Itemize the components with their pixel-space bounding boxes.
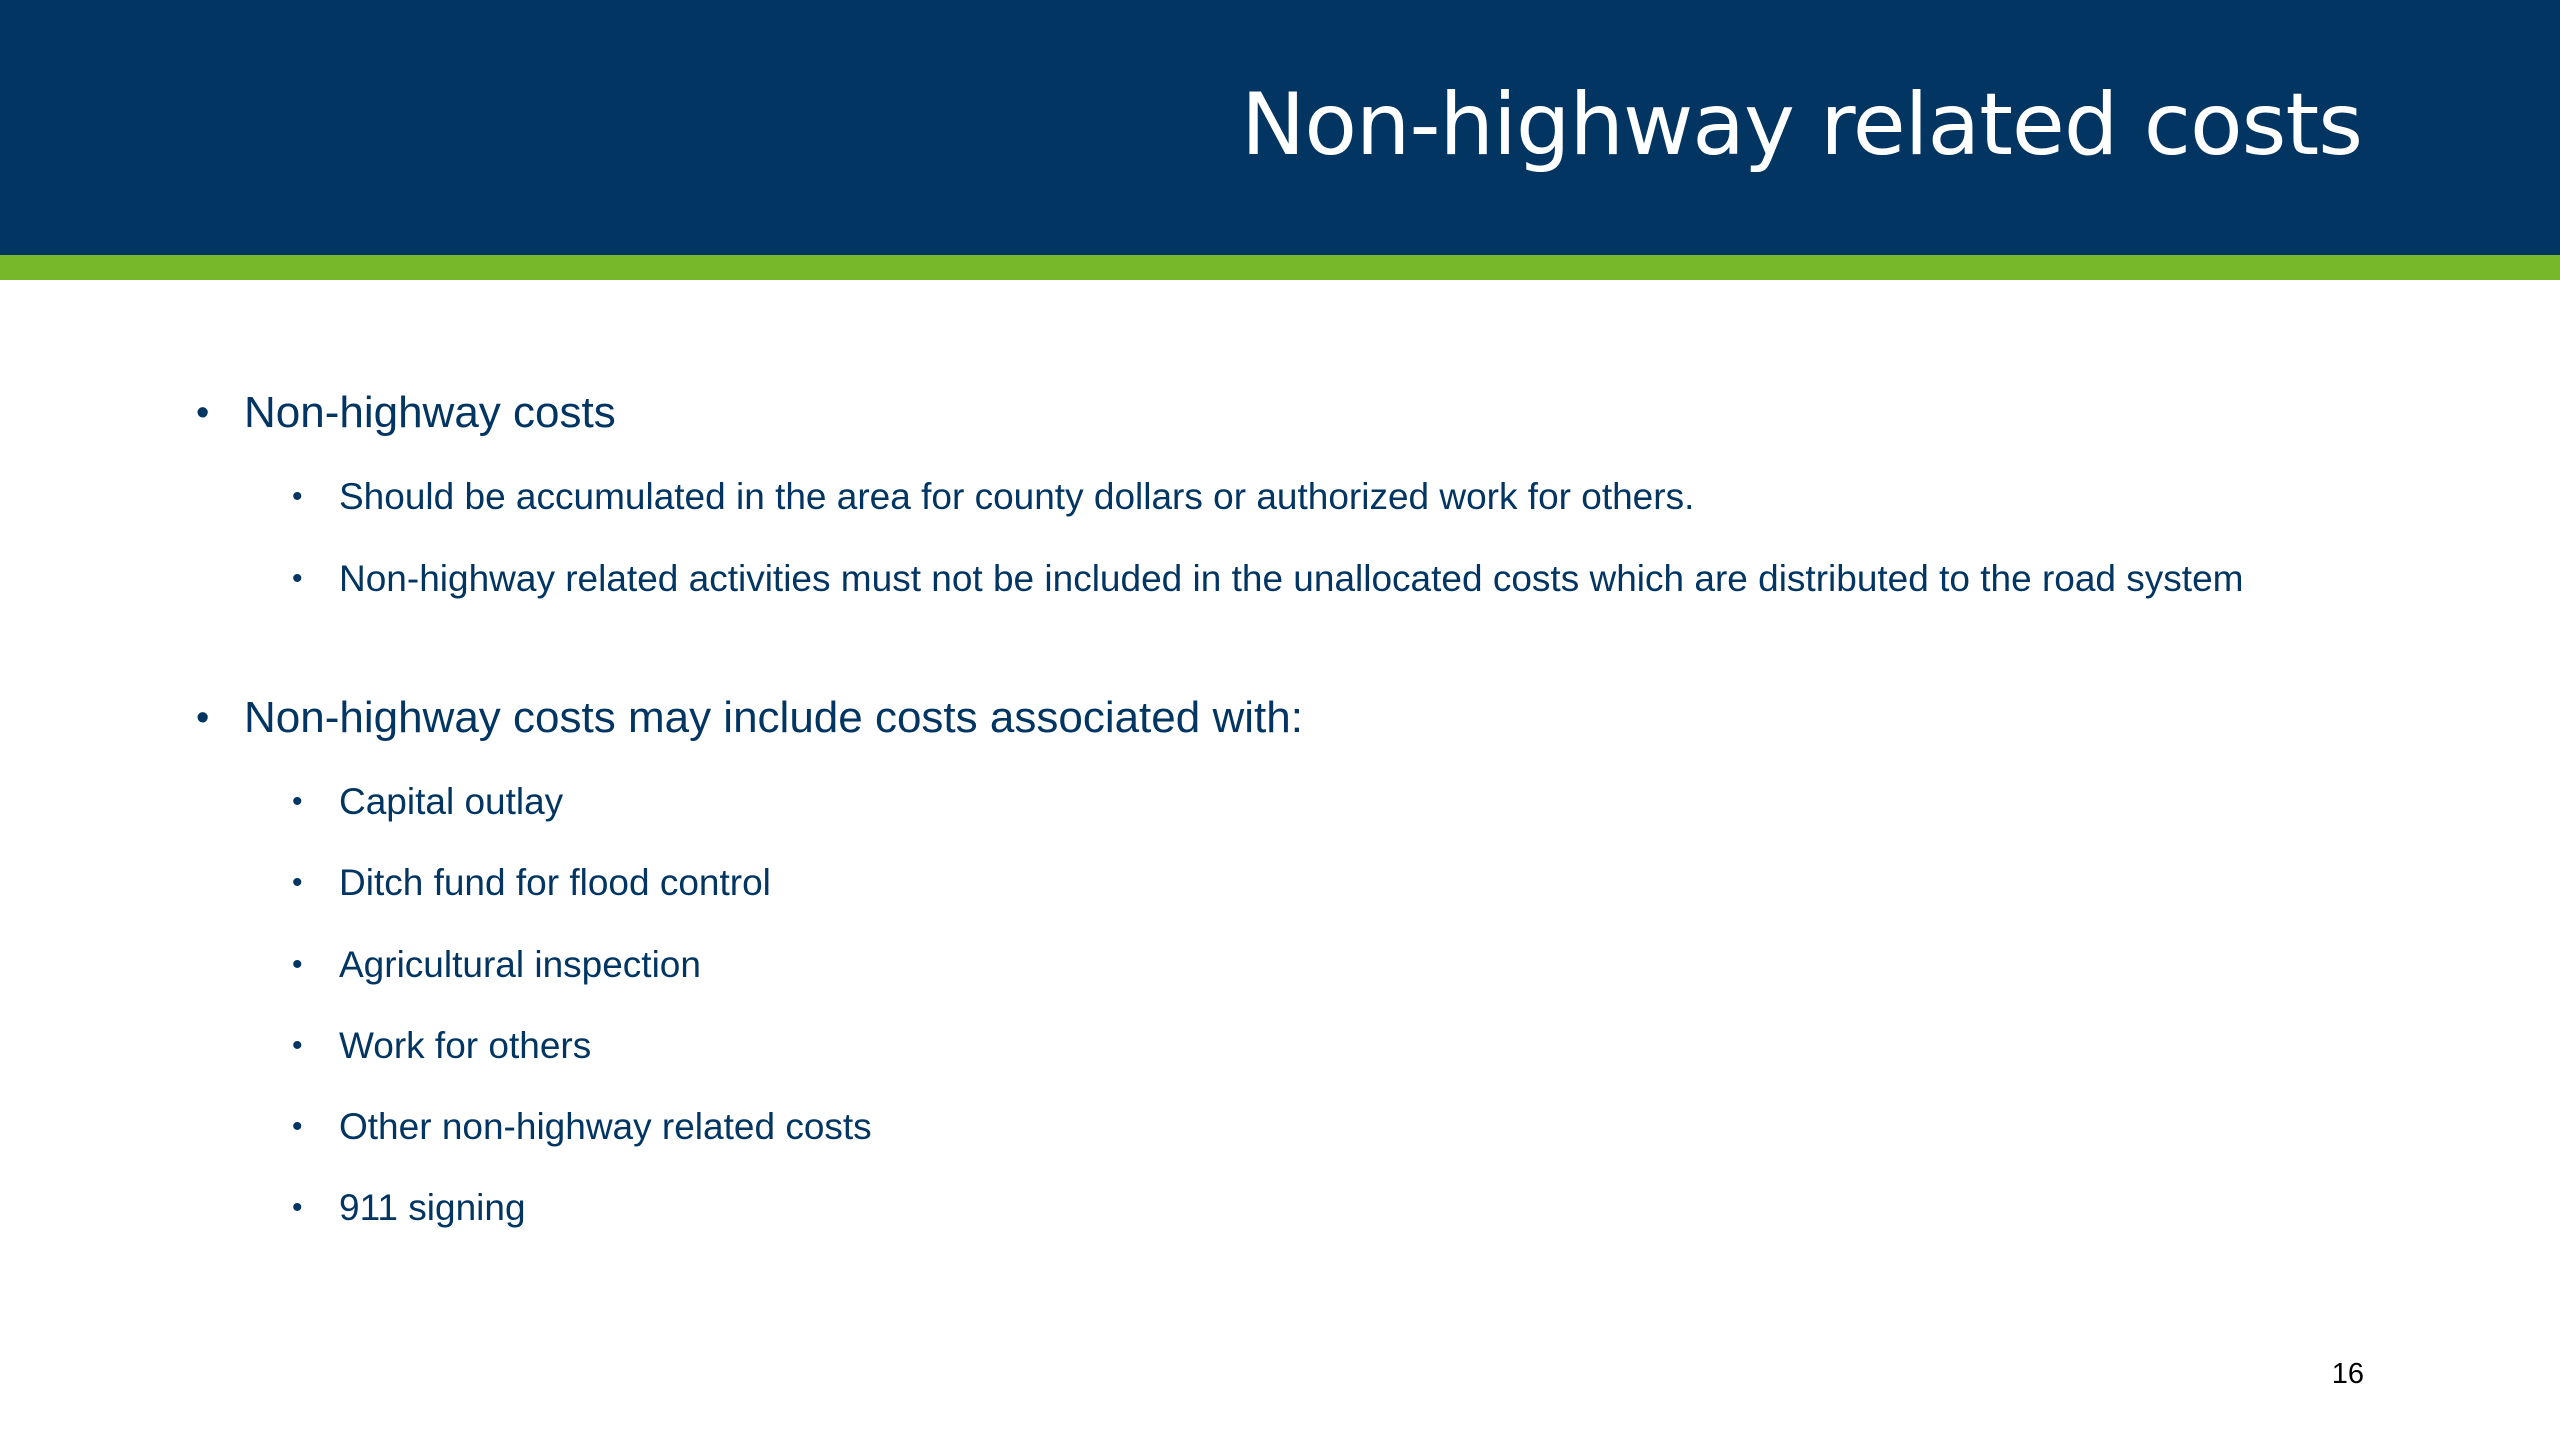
bullet-dot-icon: • (292, 562, 303, 595)
sub-bullet-item (292, 558, 2252, 600)
bullet-dot-icon: • (292, 480, 303, 513)
sub-bullet-item (292, 1106, 2252, 1148)
sub-bullet-item (292, 944, 2252, 986)
sub-bullet-text: Non-highway related activities must not be included in the unallocated costs which are distributed to the road system (339, 558, 2244, 599)
bullet-dot-icon: • (196, 697, 210, 739)
bullet-dot-icon: • (292, 948, 303, 981)
bullet-dot-icon: • (196, 392, 210, 434)
sub-bullet-text: Capital outlay (339, 781, 564, 822)
bullet-text: Non-highway costs (244, 388, 616, 437)
sub-bullet-item (292, 1025, 2252, 1067)
bullet-dot-icon: • (292, 866, 303, 899)
sub-bullet-text: Other non-highway related costs (339, 1106, 872, 1147)
bullet-dot-icon: • (292, 1110, 303, 1143)
bullet-item (196, 690, 1303, 746)
sub-bullet-text: Ditch fund for flood control (339, 862, 771, 903)
bullet-item (196, 385, 616, 441)
sub-bullet-item (292, 1187, 2252, 1229)
sub-bullet-text: Work for others (339, 1025, 592, 1066)
bullet-dot-icon: • (292, 1191, 303, 1224)
sub-bullet-item (292, 781, 2252, 823)
bullet-text: Non-highway costs may include costs associated with: (244, 693, 1303, 742)
sub-bullet-text: Agricultural inspection (339, 944, 701, 985)
sub-bullet-text: Should be accumulated in the area for county dollars or authorized work for others. (339, 476, 1695, 517)
sub-bullet-text: 911 signing (339, 1187, 526, 1228)
bullet-dot-icon: • (292, 1029, 303, 1062)
slide-title: Non-highway related costs (1240, 75, 2362, 175)
bullet-dot-icon: • (292, 785, 303, 818)
sub-bullet-item (292, 862, 2252, 904)
sub-bullet-item (292, 476, 2252, 518)
page-number: 16 (2331, 1358, 2364, 1390)
